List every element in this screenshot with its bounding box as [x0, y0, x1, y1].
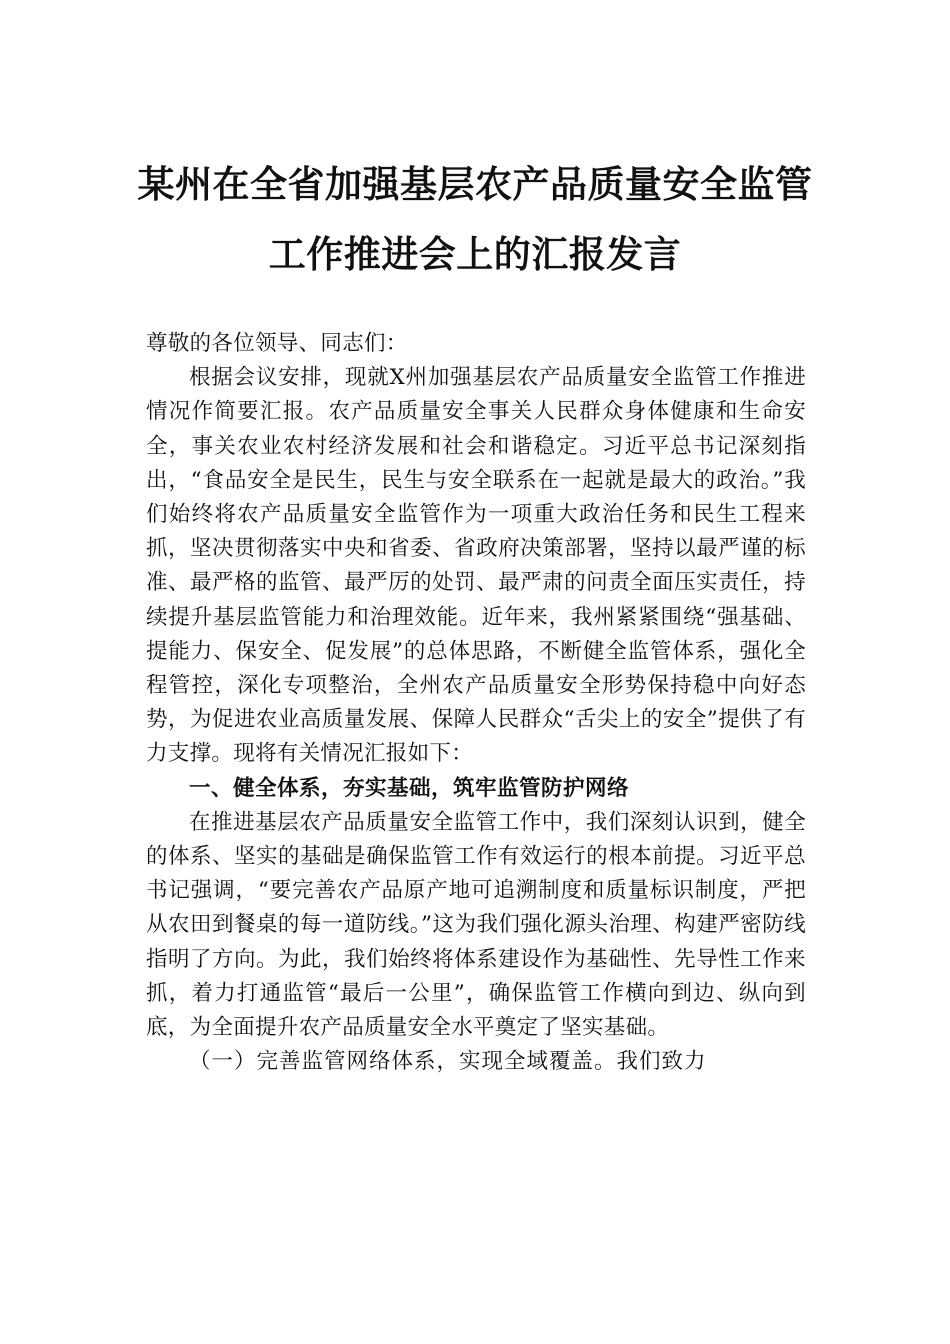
salutation: 尊敬的各位领导、同志们： [146, 331, 408, 356]
paragraph-section-1: 在推进基层农产品质量安全监管工作中，我们深刻认识到，健全的体系、坚实的基础是确保监管工作有效运行的根本前提。习近平总书记强调，“要完善农产品原产地可追溯制度和质量标识制度，严把从农田到餐桌的每一道防线。”这为我们强化源头治理、构建严密防线指明了方向。为此，我们始终将体系建设作为基础性、先导性工作来抓，着力打通监管“最后一公里”，确保监管工作横向到边、纵向到底，为全面提升农产品质量安全水平奠定了坚实基础。 [146, 809, 806, 1041]
section-heading-1: 一、健全体系，夯实基础，筑牢监管防护网络 [189, 775, 630, 801]
paragraph-subsection-1: （一）完善监管网络体系，实现全域覆盖。我们致力 [189, 1049, 707, 1075]
document-title-line2: 工作推进会上的汇报发言 [268, 232, 682, 276]
document-title-line1: 某州在全省加强基层农产品质量安全监管 [137, 162, 813, 206]
document-body [146, 327, 806, 1079]
paragraph-intro: 根据会议安排，现就X州加强基层农产品质量安全监管工作推进情况作简要汇报。农产品质量安全事关人民群众身体健康和生命安全，事关农业农村经济发展和社会和谐稳定。习近平总书记深刻指出，“食品安全是民生，民生与安全联系在一起就是最大的政治。”我们始终将农产品质量安全监管作为一项重大政治任务和民生工程来抓，坚决贯彻落实中央和省委、省政府决策部署，坚持以最严谨的标准、最严格的监管、最严厉的处罚、最严肃的问责全面压实责任，持续提升基层监管能力和治理效能。近年来，我州紧紧围绕“强基础、提能力、保安全、促发展”的总体思路，不断健全监管体系，强化全程管控，深化专项整治，全州农产品质量安全形势保持稳中向好态势，为促进农业高质量发展、保障人民群众“舌尖上的安全”提供了有力支撑。现将有关情况汇报如下： [146, 365, 806, 767]
